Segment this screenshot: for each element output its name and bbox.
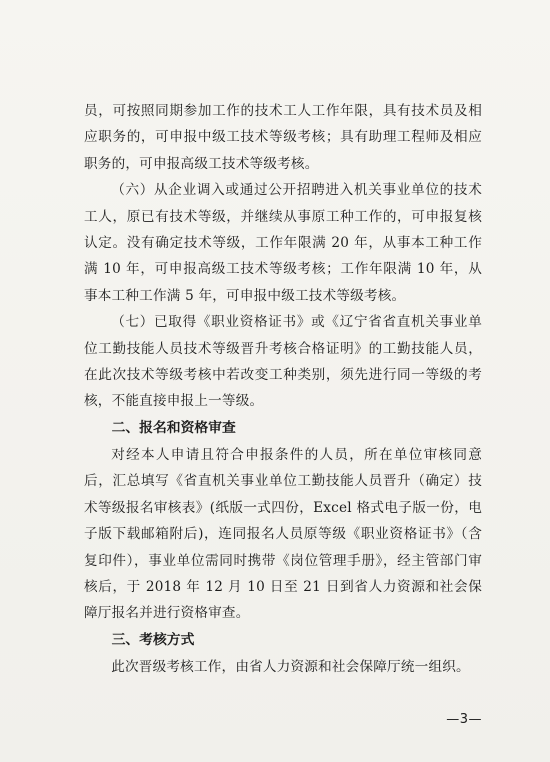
paragraph-assessment: 此次晋级考核工作，由省人力资源和社会保障厅统一组织。 [111, 658, 470, 675]
document-body [84, 98, 482, 680]
section-heading-registration: 二、报名和资格审查 [111, 419, 236, 436]
paragraph-item-6: （六）从企业调入或通过公开招聘进入机关事业单位的技术工人，原已有技术等级，并继续从事原工种工作的，可申报复核认定。没有确定技术等级，工作年限满 20 年，从事本工种工作满 10 年，可申报高级工技术等级考核；工作年限满 10 年，从事本工种工作满 5 年，可申报中级工技术等级考核。 [84, 182, 482, 304]
section-heading-assessment: 三、考核方式 [111, 631, 195, 648]
paragraph-registration: 对经本人申请且符合申报条件的人员，所在单位审核同意后，汇总填写《省直机关事业单位工勤技能人员晋升（确定）技术等级报名审核表》(纸版一式四份，Excel 格式电子版一份，电子版下载邮箱附后)，连同报名人员原等级《职业资格证书》（含复印件），事业单位需同时携带《岗位管理手册》，经主管部门审核后，于 2018 年 12 月 10 日至 21 日到省人力资源和社会保障厅报名并进行资格审查。 [84, 446, 482, 622]
paragraph-item-7: （七）已取得《职业资格证书》或《辽宁省省直机关事业单位工勤技能人员技术等级晋升考核合格证明》的工勤技能人员，在此次技术等级考核中若改变工种类别，须先进行同一等级的考核，不能直接申报上一等级。 [84, 314, 482, 410]
page-number: —3— [446, 712, 482, 727]
paragraph-continued: 员，可按照同期参加工作的技术工人工作年限，具有技术员及相应职务的，可申报中级工技术等级考核；具有助理工程师及相应职务的，可申报高级工技术等级考核。 [84, 103, 482, 172]
